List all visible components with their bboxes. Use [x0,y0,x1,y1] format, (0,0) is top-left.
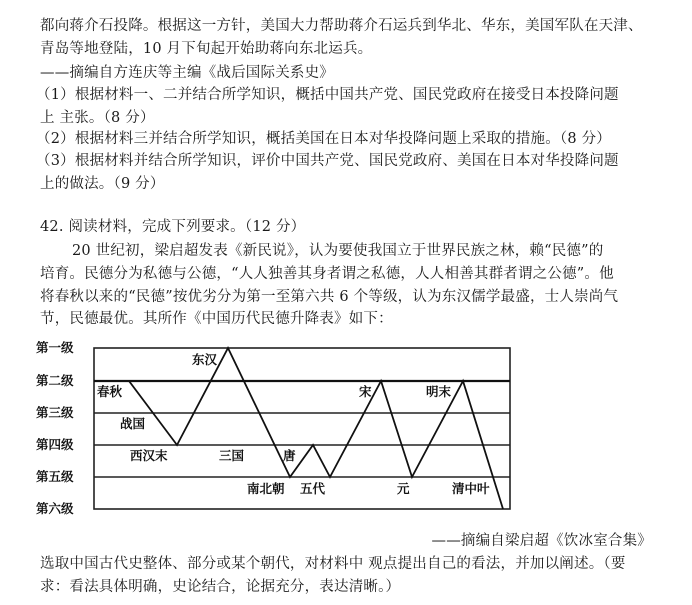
q42-title: 42. 阅读材料，完成下列要求。（12 分） [40,219,306,235]
y-label-5: 第五级 [36,469,74,484]
y-label-2: 第二级 [36,373,74,388]
material3-source: ——摘编自方连庆等主编《战后国际关系史》 [40,65,334,81]
q42-para-1: 20 世纪初，梁启超发表《新民说》，认为要使我国立于世界民族之林，赖“民德”的 [72,243,604,259]
y-label-4: 第四级 [36,437,74,452]
y-label-3: 第三级 [36,405,74,420]
label-xihanmo: 西汉末 [130,448,168,463]
label-tang: 唐 [283,448,296,463]
q41-sub1-line1: （1）根据材料一、二并结合所学知识，概括中国共产党、国民党政府在接受日本投降问题 [36,87,619,103]
material3-line-1: 都向蒋介石投降。根据这一方针，美国大力帮助蒋介石运兵到华北、华东，美国军队在天津、 [40,18,643,34]
y-label-1: 第一级 [36,340,74,355]
q42-task-line1: 选取中国古代史整体、部分或某个朝代，对材料中 观点提出自己的看法，并加以阐述。（要 [40,556,626,572]
q42-para-4: 节，民德最优。其所作《中国历代民德升降表》如下： [40,311,393,327]
label-yuan: 元 [397,481,410,496]
q41-sub3-line1: （3）根据材料并结合所学知识，评价中国共产党、国民党政府、美国在日本对华投降问题 [36,153,619,169]
q42-source: ——摘编自梁启超《饮冰室合集》 [431,533,652,549]
q41-sub2: （2）根据材料三并结合所学知识，概括美国在日本对华投降问题上采取的措施。（8 分） [36,131,612,147]
label-wudai: 五代 [300,481,326,496]
y-label-6: 第六级 [36,501,74,516]
q42-task-line2: 求：看法具体明确，史论结合，论据充分，表达清晰。） [40,579,401,595]
label-nanbeichao: 南北朝 [247,481,285,496]
label-zhanguo: 战国 [120,416,146,431]
label-donghan: 东汉 [192,352,218,367]
q42-para-3: 将春秋以来的“民德”按优劣分为第一至第六共 6 个等级，认为东汉儒学最盛，士人崇尚气 [40,289,619,305]
label-chunqiu: 春秋 [97,384,123,399]
label-mingmo: 明末 [426,384,452,399]
label-qingzhongye: 清中叶 [452,481,490,496]
label-song: 宋 [359,384,372,399]
q41-sub3-line2: 上的做法。（9 分） [40,176,165,192]
label-sanguo: 三国 [219,448,245,463]
q41-sub1-line2: 上 主张。（8 分） [40,110,155,126]
q42-para-2: 培育。民德分为私德与公德，“人人独善其身者谓之私德，人人相善其群者谓之公德”。他 [40,266,614,282]
material3-line-2: 青岛等地登陆，10 月下旬起开始助蒋向东北运兵。 [40,41,373,57]
minde-chart [30,338,530,523]
